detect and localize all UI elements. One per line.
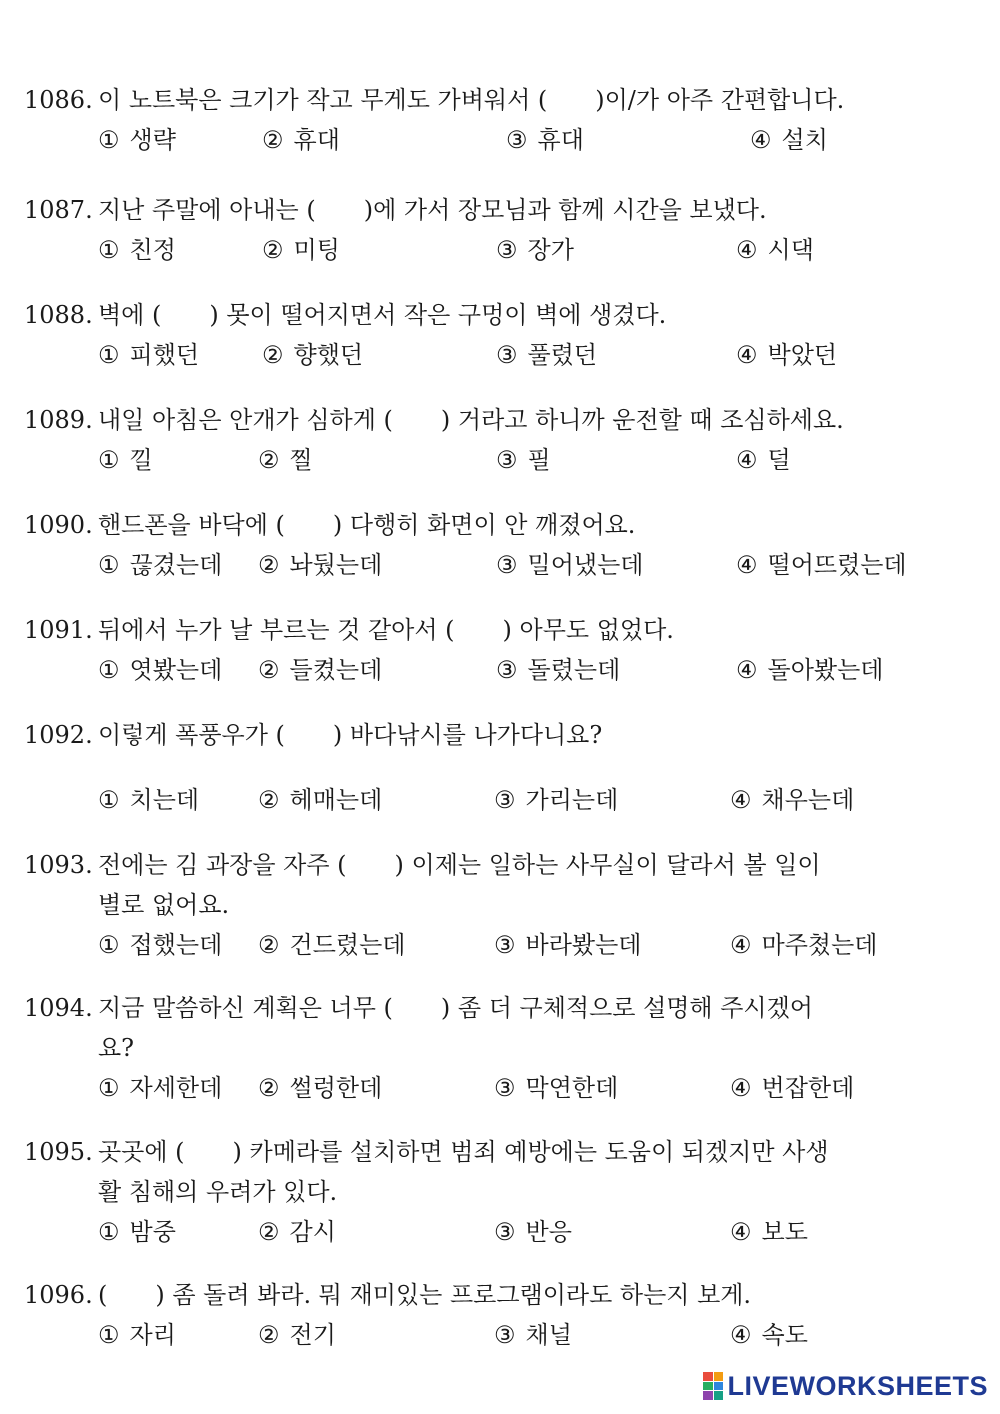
option-text: 풀렸던 xyxy=(527,341,598,369)
option-mark: ④ xyxy=(750,126,772,154)
option-text: 향했던 xyxy=(293,341,364,369)
question-1095 xyxy=(24,1132,964,1252)
question-1088 xyxy=(24,295,964,375)
option-text: 번잡한데 xyxy=(761,1074,855,1102)
answer-options xyxy=(24,1315,964,1355)
option-2[interactable] xyxy=(262,230,340,270)
question-text-continued: 별로 없어요. xyxy=(98,891,230,919)
option-text: 생략 xyxy=(129,126,176,154)
option-3[interactable] xyxy=(494,780,618,820)
question-number: 1089. xyxy=(24,406,93,434)
option-4[interactable] xyxy=(736,335,837,375)
option-4[interactable] xyxy=(736,230,814,270)
liveworksheets-logo-icon xyxy=(703,1372,723,1400)
option-2[interactable] xyxy=(258,1068,382,1108)
option-2[interactable] xyxy=(258,650,382,690)
option-4[interactable] xyxy=(736,650,883,690)
question-text: 이렇게 폭풍우가 ( ) 바다낚시를 나가다니요? xyxy=(98,721,603,749)
question-number: 1088. xyxy=(24,301,93,329)
option-text: 바라봤는데 xyxy=(525,931,642,959)
option-2[interactable] xyxy=(258,1212,336,1252)
question-1086 xyxy=(24,80,964,160)
option-text: 친정 xyxy=(129,236,176,264)
question-number: 1093. xyxy=(24,851,93,879)
option-text: 휴대 xyxy=(537,126,584,154)
option-mark: ② xyxy=(258,656,280,684)
question-number: 1092. xyxy=(24,721,93,749)
option-mark: ② xyxy=(262,341,284,369)
question-text-continued: 활 침해의 우려가 있다. xyxy=(98,1178,338,1206)
answer-options xyxy=(24,650,964,690)
question-1091 xyxy=(24,610,964,690)
option-3[interactable] xyxy=(494,1315,572,1355)
option-1[interactable] xyxy=(98,780,199,820)
option-mark: ③ xyxy=(494,931,516,959)
option-text: 놔뒀는데 xyxy=(289,551,383,579)
option-mark: ① xyxy=(98,656,120,684)
option-3[interactable] xyxy=(496,440,551,480)
question-1093 xyxy=(24,845,964,965)
option-4[interactable] xyxy=(736,440,791,480)
option-1[interactable] xyxy=(98,335,199,375)
option-1[interactable] xyxy=(98,440,153,480)
option-1[interactable] xyxy=(98,545,222,585)
question-text: 지금 말씀하신 계획은 너무 ( ) 좀 더 구체적으로 설명해 주시겠어 xyxy=(98,994,813,1022)
option-3[interactable] xyxy=(494,1068,618,1108)
option-mark: ③ xyxy=(496,446,518,474)
option-4[interactable] xyxy=(730,780,854,820)
answer-options xyxy=(24,440,964,480)
option-text: 휴대 xyxy=(293,126,340,154)
option-text: 자세한데 xyxy=(129,1074,223,1102)
question-stem xyxy=(24,610,964,650)
answer-options xyxy=(24,925,964,965)
option-1[interactable] xyxy=(98,120,176,160)
option-mark: ④ xyxy=(730,1321,752,1349)
option-text: 채널 xyxy=(525,1321,572,1349)
option-2[interactable] xyxy=(262,335,363,375)
question-stem xyxy=(24,845,964,885)
question-stem xyxy=(24,295,964,335)
question-stem xyxy=(24,1275,964,1315)
option-text: 장가 xyxy=(527,236,574,264)
option-text: 마주쳤는데 xyxy=(761,931,878,959)
option-mark: ④ xyxy=(730,1074,752,1102)
question-stem xyxy=(24,1132,964,1172)
question-stem xyxy=(24,190,964,230)
option-4[interactable] xyxy=(736,545,907,585)
option-text: 떨어뜨렸는데 xyxy=(767,551,907,579)
option-text: 덜 xyxy=(767,446,791,474)
option-1[interactable] xyxy=(98,925,222,965)
option-mark: ② xyxy=(262,236,284,264)
option-mark: ③ xyxy=(494,1074,516,1102)
option-mark: ② xyxy=(258,786,280,814)
option-mark: ② xyxy=(258,1218,280,1246)
option-text: 돌렸는데 xyxy=(527,656,621,684)
option-text: 끊겼는데 xyxy=(129,551,223,579)
option-text: 낄 xyxy=(129,446,153,474)
answer-options xyxy=(24,1068,964,1108)
option-mark: ① xyxy=(98,931,120,959)
question-stem xyxy=(24,80,964,120)
option-text: 미팅 xyxy=(293,236,340,264)
option-mark: ④ xyxy=(736,656,758,684)
answer-options xyxy=(24,230,964,270)
option-4[interactable] xyxy=(730,1068,854,1108)
option-text: 밤중 xyxy=(129,1218,176,1246)
question-text: ( ) 좀 돌려 봐라. 뭐 재미있는 프로그램이라도 하는지 보게. xyxy=(98,1281,752,1309)
question-text-continued: 요? xyxy=(98,1034,135,1062)
option-text: 건드렸는데 xyxy=(289,931,406,959)
question-text: 지난 주말에 아내는 ( )에 가서 장모님과 함께 시간을 보냈다. xyxy=(98,196,767,224)
question-stem xyxy=(24,505,964,545)
question-number: 1096. xyxy=(24,1281,93,1309)
option-text: 돌아봤는데 xyxy=(767,656,884,684)
option-4[interactable] xyxy=(750,120,828,160)
question-text: 벽에 ( ) 못이 떨어지면서 작은 구멍이 벽에 생겼다. xyxy=(98,301,667,329)
option-text: 엿봤는데 xyxy=(129,656,223,684)
option-text: 가리는데 xyxy=(525,786,619,814)
option-mark: ② xyxy=(258,551,280,579)
liveworksheets-logo[interactable] xyxy=(703,1366,988,1406)
question-1094 xyxy=(24,988,964,1108)
question-stem xyxy=(24,988,964,1028)
option-text: 헤매는데 xyxy=(289,786,383,814)
question-1089 xyxy=(24,400,964,480)
option-2[interactable] xyxy=(258,545,382,585)
option-mark: ④ xyxy=(736,341,758,369)
option-text: 박았던 xyxy=(767,341,838,369)
option-text: 접했는데 xyxy=(129,931,223,959)
option-4[interactable] xyxy=(730,1315,808,1355)
option-3[interactable] xyxy=(496,335,597,375)
option-mark: ① xyxy=(98,551,120,579)
question-number: 1086. xyxy=(24,86,93,114)
option-3[interactable] xyxy=(506,120,584,160)
option-mark: ④ xyxy=(730,786,752,814)
option-mark: ② xyxy=(258,446,280,474)
option-text: 시댁 xyxy=(767,236,814,264)
question-number: 1090. xyxy=(24,511,93,539)
option-2[interactable] xyxy=(258,1315,336,1355)
option-2[interactable] xyxy=(258,925,405,965)
option-3[interactable] xyxy=(496,650,620,690)
option-text: 속도 xyxy=(761,1321,808,1349)
option-mark: ③ xyxy=(496,236,518,264)
option-2[interactable] xyxy=(262,120,340,160)
option-text: 썰렁한데 xyxy=(289,1074,383,1102)
option-1[interactable] xyxy=(98,1068,222,1108)
option-text: 찔 xyxy=(289,446,313,474)
option-mark: ② xyxy=(258,1074,280,1102)
option-3[interactable] xyxy=(494,925,641,965)
option-mark: ③ xyxy=(496,551,518,579)
option-mark: ② xyxy=(258,1321,280,1349)
answer-options xyxy=(24,120,964,160)
option-text: 전기 xyxy=(289,1321,336,1349)
option-1[interactable] xyxy=(98,1212,176,1252)
option-2[interactable] xyxy=(258,440,313,480)
liveworksheets-logo-text: LIVEWORKSHEETS xyxy=(727,1370,988,1401)
option-mark: ① xyxy=(98,236,120,264)
question-text: 핸드폰을 바닥에 ( ) 다행히 화면이 안 깨졌어요. xyxy=(98,511,636,539)
option-3[interactable] xyxy=(494,1212,572,1252)
option-mark: ④ xyxy=(730,1218,752,1246)
option-mark: ① xyxy=(98,1218,120,1246)
option-mark: ③ xyxy=(494,1321,516,1349)
question-text: 이 노트북은 크기가 작고 무게도 가벼워서 ( )이/가 아주 간편합니다. xyxy=(98,86,845,114)
option-mark: ① xyxy=(98,341,120,369)
option-2[interactable] xyxy=(258,780,382,820)
option-mark: ① xyxy=(98,446,120,474)
question-number: 1094. xyxy=(24,994,93,1022)
question-stem xyxy=(24,715,964,755)
option-1[interactable] xyxy=(98,230,176,270)
question-text: 곳곳에 ( ) 카메라를 설치하면 범죄 예방에는 도움이 되겠지만 사생 xyxy=(98,1138,829,1166)
question-stem xyxy=(24,400,964,440)
option-3[interactable] xyxy=(496,230,574,270)
answer-options xyxy=(24,335,964,375)
option-mark: ② xyxy=(262,126,284,154)
option-text: 반응 xyxy=(525,1218,572,1246)
option-text: 채우는데 xyxy=(761,786,855,814)
option-1[interactable] xyxy=(98,1315,176,1355)
option-text: 보도 xyxy=(761,1218,808,1246)
option-text: 필 xyxy=(527,446,551,474)
option-3[interactable] xyxy=(496,545,643,585)
option-mark: ④ xyxy=(736,551,758,579)
option-mark: ① xyxy=(98,1074,120,1102)
option-1[interactable] xyxy=(98,650,222,690)
option-4[interactable] xyxy=(730,1212,808,1252)
option-mark: ② xyxy=(258,931,280,959)
option-text: 밀어냈는데 xyxy=(527,551,644,579)
option-mark: ④ xyxy=(736,446,758,474)
question-number: 1095. xyxy=(24,1138,93,1166)
question-text: 내일 아침은 안개가 심하게 ( ) 거라고 하니까 운전할 때 조심하세요. xyxy=(98,406,844,434)
option-mark: ③ xyxy=(496,656,518,684)
option-text: 감시 xyxy=(289,1218,336,1246)
question-number: 1087. xyxy=(24,196,93,224)
option-text: 피했던 xyxy=(129,341,200,369)
option-mark: ③ xyxy=(496,341,518,369)
option-mark: ① xyxy=(98,126,120,154)
option-mark: ① xyxy=(98,786,120,814)
question-text: 전에는 김 과장을 자주 ( ) 이제는 일하는 사무실이 달라서 볼 일이 xyxy=(98,851,821,879)
option-mark: ③ xyxy=(506,126,528,154)
option-mark: ④ xyxy=(736,236,758,264)
question-1092 xyxy=(24,715,964,820)
question-1096 xyxy=(24,1275,964,1355)
question-1090 xyxy=(24,505,964,585)
option-mark: ③ xyxy=(494,786,516,814)
option-mark: ③ xyxy=(494,1218,516,1246)
question-1087 xyxy=(24,190,964,270)
option-text: 막연한데 xyxy=(525,1074,619,1102)
answer-options xyxy=(24,1212,964,1252)
option-mark: ④ xyxy=(730,931,752,959)
option-text: 설치 xyxy=(781,126,828,154)
option-text: 치는데 xyxy=(129,786,200,814)
option-text: 들켰는데 xyxy=(289,656,383,684)
answer-options xyxy=(24,545,964,585)
answer-options xyxy=(24,780,964,820)
option-4[interactable] xyxy=(730,925,877,965)
question-text: 뒤에서 누가 날 부르는 것 같아서 ( ) 아무도 없었다. xyxy=(98,616,674,644)
option-mark: ① xyxy=(98,1321,120,1349)
option-text: 자리 xyxy=(129,1321,176,1349)
question-number: 1091. xyxy=(24,616,93,644)
